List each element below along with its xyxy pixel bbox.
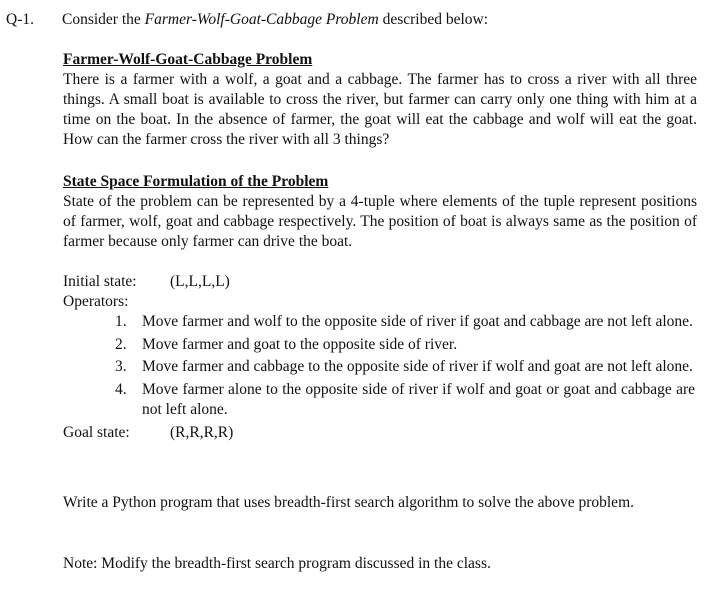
problem-description: There is a farmer with a wolf, a goat and a cabbage. The farmer has to cross a river with all three things. A small boat is available to cross the river, but farmer can carry only one thing with him at a time on the boat. In the absence of farmer, the goat will eat the cabbage and wolf will eat the goat. How can the farmer cross the river with all 3 things? — [63, 71, 697, 148]
operator-item — [115, 312, 695, 333]
task-text: Write a Python program that uses breadth-first search algorithm to solve the above problem. — [63, 494, 634, 511]
goal-state-value: (R,R,R,R) — [170, 423, 234, 441]
state-space-description: State of the problem can be represented by a 4-tuple where elements of the tuple represent positions of farmer, wolf, goat and cabbage respectively. The position of boat is always same as the position of farmer because only farmer can drive the boat. — [63, 193, 697, 250]
operator-text: Move farmer and cabbage to the opposite side of river if wolf and goat are not left alone. — [142, 358, 693, 375]
question-number: Q-1. — [6, 11, 34, 28]
question-text-after: described below: — [378, 11, 489, 28]
operator-text: Move farmer alone to the opposite side of river if wolf and goat or goat and cabbage are not left alone. — [142, 380, 695, 418]
initial-state-label: Initial state: — [63, 273, 137, 290]
question-text-before: Consider the — [62, 11, 145, 28]
operator-number: 1. — [115, 313, 127, 330]
operator-number: 3. — [115, 358, 127, 375]
operator-text: Move farmer and goat to the opposite side of river. — [142, 335, 458, 353]
question-text — [62, 11, 488, 28]
operators-label: Operators: — [63, 293, 129, 310]
state-space-section — [63, 172, 697, 252]
operator-number: 2. — [115, 335, 127, 353]
note-section — [63, 554, 697, 574]
state-space-heading: State Space Formulation of the Problem — [63, 173, 329, 190]
formulation-section — [63, 272, 697, 443]
goal-state-label: Goal state: — [63, 423, 130, 441]
operators-list — [115, 312, 695, 421]
operator-item — [115, 357, 695, 378]
initial-state-value: (L,L,L,L) — [170, 273, 230, 290]
task-section — [63, 493, 697, 513]
problem-description-section — [63, 50, 697, 150]
initial-state-row — [63, 272, 697, 292]
operator-text: Move farmer and wolf to the opposite side of river if goat and cabbage are not left alone. — [142, 313, 693, 330]
problem-name: Farmer-Wolf-Goat-Cabbage Problem — [144, 11, 379, 28]
question-line — [6, 10, 706, 30]
operator-number: 4. — [115, 380, 127, 398]
problem-heading: Farmer-Wolf-Goat-Cabbage Problem — [63, 51, 313, 68]
goal-state-row — [63, 423, 697, 443]
operator-item — [115, 335, 695, 356]
operator-item — [115, 380, 695, 421]
note-text: Note: Modify the breadth-first search program discussed in the class. — [63, 555, 491, 572]
